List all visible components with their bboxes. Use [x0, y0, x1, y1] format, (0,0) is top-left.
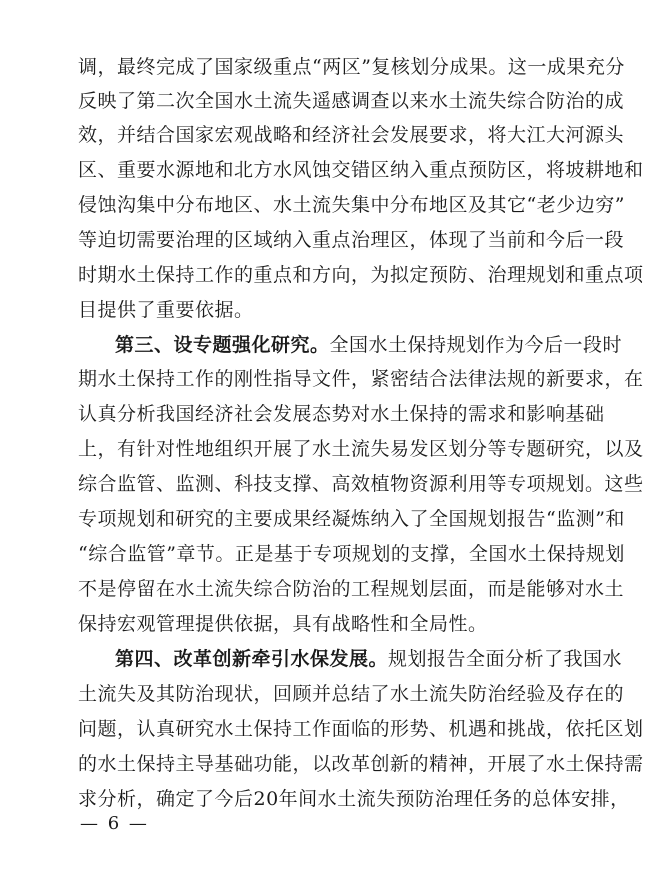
text-line: 效，并结合国家宏观战略和经济社会发展要求，将大江大河源头 — [78, 124, 625, 146]
text-line: 问题，认真研究水土保持工作面临的形势、机遇和挑战，依托区划 — [78, 718, 644, 740]
text-line: 时期水土保持工作的重点和方向，为拟定预防、治理规划和重点项 — [78, 264, 644, 286]
text-line: 不是停留在水土流失综合防治的工程规划层面，而是能够对水土 — [78, 578, 625, 600]
text-line: 等迫切需要治理的区域纳入重点治理区，体现了当前和今后一段 — [78, 229, 625, 251]
text-line: 综合监管、监测、科技支撑、高效植物资源利用等专项规划。这些 — [78, 473, 644, 495]
text-line: 反映了第二次全国水土流失遥感调查以来水土流失综合防治的成 — [78, 90, 625, 112]
paragraph-text: 全国水土保持规划作为今后一段时 — [329, 334, 623, 356]
page-number: — 6 — — [80, 813, 149, 834]
text-line: 专项规划和研究的主要成果经凝炼纳入了全国规划报告“监测”和 — [78, 508, 625, 530]
text-line: 的水土保持主导基础功能，以改革创新的精神，开展了水土保持需 — [78, 753, 644, 775]
text-line: 侵蚀沟集中分布地区、水土流失集中分布地区及其它“老少边穷” — [78, 194, 625, 216]
paragraph-text: 规划报告全面分析了我国水 — [388, 648, 623, 670]
text-line: 求分析，确定了今后20年间水土流失预防治理任务的总体安排， — [78, 788, 630, 810]
text-line: 区、重要水源地和北方水风蚀交错区纳入重点预防区，将坡耕地和 — [78, 159, 644, 181]
paragraph-lead-in: 第四、改革创新牵引水保发展。 — [115, 648, 389, 670]
text-line: 土流失及其防治现状，回顾并总结了水土流失防治经验及存在的 — [78, 683, 625, 705]
text-line: 上，有针对性地组织开展了水土流失易发区划分等专题研究，以及 — [78, 438, 644, 460]
text-line: “综合监管”章节。正是基于专项规划的支撑，全国水土保持规划 — [78, 543, 625, 565]
paragraph-heading-line — [115, 330, 623, 360]
text-line: 期水土保持工作的刚性指导文件，紧密结合法律法规的新要求，在 — [78, 368, 644, 390]
text-line — [115, 334, 622, 356]
text-line — [115, 648, 622, 670]
text-line: 目提供了重要依据。 — [78, 299, 254, 321]
text-line: 认真分析我国经济社会发展态势对水土保持的需求和影响基础 — [78, 403, 605, 425]
text-line: 调，最终完成了国家级重点“两区”复核划分成果。这一成果充分 — [78, 56, 625, 78]
text-line: 保持宏观管理提供依据，具有战略性和全局性。 — [78, 613, 488, 635]
paragraph-heading-line — [115, 644, 623, 674]
paragraph-lead-in: 第三、设专题强化研究。 — [115, 334, 330, 356]
